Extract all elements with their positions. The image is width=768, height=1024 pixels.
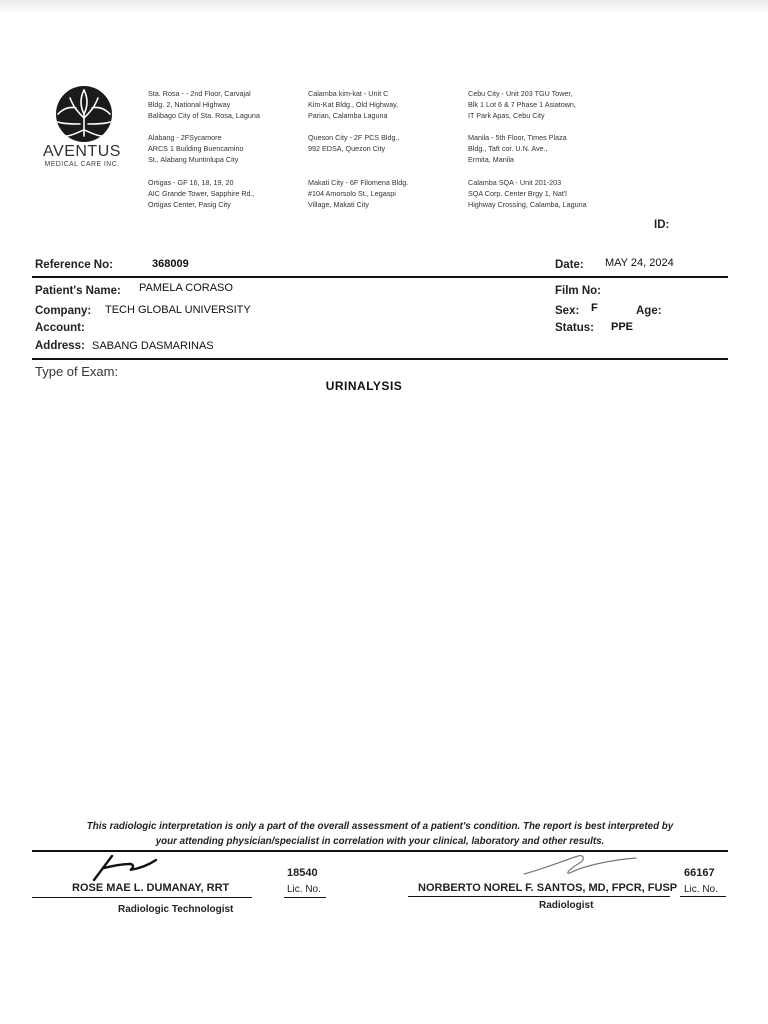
tree-logo-icon	[32, 84, 136, 144]
company-label: Company:	[35, 305, 92, 317]
divider-top	[32, 276, 728, 278]
branch-alabang: Alabang - 2FSycamore ARCS 1 Building Buencamino St., Alabang Muntinlupa City	[148, 133, 244, 164]
reference-no-label: Reference No:	[35, 259, 113, 271]
signature-radiologist	[520, 850, 640, 880]
branch-quezon: Queson City - 2F PCS Bldg., 992 EDSA, Quezon City	[308, 133, 400, 153]
type-of-exam-label: Type of Exam:	[35, 364, 119, 379]
disclaimer: This radiologic interpretation is only a part of the overall assessment of a patient's condition. The report is best interpreted by your attending physician/specialist in correlation with your clinical, laboratory and other results.	[86, 821, 674, 847]
branch-calamba-kimkat: Calamba kim-kat - Unit C Kim-Kat Bldg., Old Highway, Parian, Calamba Laguna	[308, 89, 399, 120]
radiologist-lic-line	[680, 896, 726, 897]
date-label: Date:	[555, 259, 584, 271]
date-value: MAY 24, 2024	[605, 257, 674, 269]
company-value: TECH GLOBAL UNIVERSITY	[105, 304, 251, 316]
technologist-name: ROSE MAE L. DUMANAY, RRT	[72, 882, 230, 894]
id-label: ID:	[654, 219, 670, 231]
radiologist-lic-label: Lic. No.	[684, 884, 718, 895]
signature-technologist	[90, 850, 160, 884]
radiologist-sign-line	[408, 896, 670, 897]
technologist-lic-no: 18540	[287, 867, 318, 879]
sex-label: Sex:	[555, 305, 580, 317]
sex-value: F	[591, 302, 598, 314]
account-label: Account:	[35, 322, 85, 334]
age-label: Age:	[636, 305, 662, 317]
status-value: PPE	[611, 321, 634, 333]
status-label: Status:	[555, 322, 594, 334]
patient-name-value: PAMELA CORASO	[139, 282, 233, 294]
top-shade	[0, 0, 768, 14]
patient-name-label: Patient's Name:	[35, 285, 121, 297]
branch-calamba-sqa: Calamba SQA - Unit 201-203 SQA Corp. Center Brgy 1, Nat'l Highway Crossing, Calamba, Laguna	[468, 178, 587, 209]
radiologist-lic-no: 66167	[684, 867, 715, 879]
technologist-lic-line	[284, 897, 326, 898]
reference-no-value: 368009	[152, 258, 189, 270]
branch-makati: Makati City - 6F Filomena Bldg. #104 Amorsolo St., Legaspi Village, Makati City	[308, 178, 409, 209]
branch-ortigas: Ortigas - GF 16, 18, 19, 20 AIC Grande Tower, Sapphire Rd., Ortigas Center, Pasig City	[148, 178, 255, 209]
technologist-sign-line	[32, 897, 252, 898]
branch-cebu: Cebu City - Unit 203 TGU Tower, Blk 1 Lot 6 & 7 Phase 1 Asiatown, IT Park Apas, Cebu City	[468, 89, 576, 120]
exam-title: URINALYSIS	[325, 379, 403, 393]
technologist-title: Radiologic Technologist	[118, 904, 234, 915]
branch-manila: Manila - 5th Floor, Times Plaza Bldg., Taft cor. U.N. Ave., Ermita, Manila	[468, 133, 567, 164]
brand-subtitle: MEDICAL CARE INC.	[44, 161, 120, 168]
address-label: Address:	[35, 340, 85, 352]
branch-sta-rosa: Sta. Rosa - - 2nd Floor, Carvajal Bldg. 2, National Highway Balibago City of Sta. Rosa, Laguna	[148, 89, 260, 120]
film-no-label: Film No:	[555, 285, 601, 297]
radiologist-title: Radiologist	[539, 900, 594, 911]
brand-name: AVENTUS	[43, 143, 121, 160]
radiologist-name: NORBERTO NOREL F. SANTOS, MD, FPCR, FUSP	[418, 882, 678, 894]
technologist-lic-label: Lic. No.	[287, 884, 321, 895]
address-value: SABANG DASMARINAS	[92, 340, 214, 352]
divider-mid	[32, 358, 728, 360]
